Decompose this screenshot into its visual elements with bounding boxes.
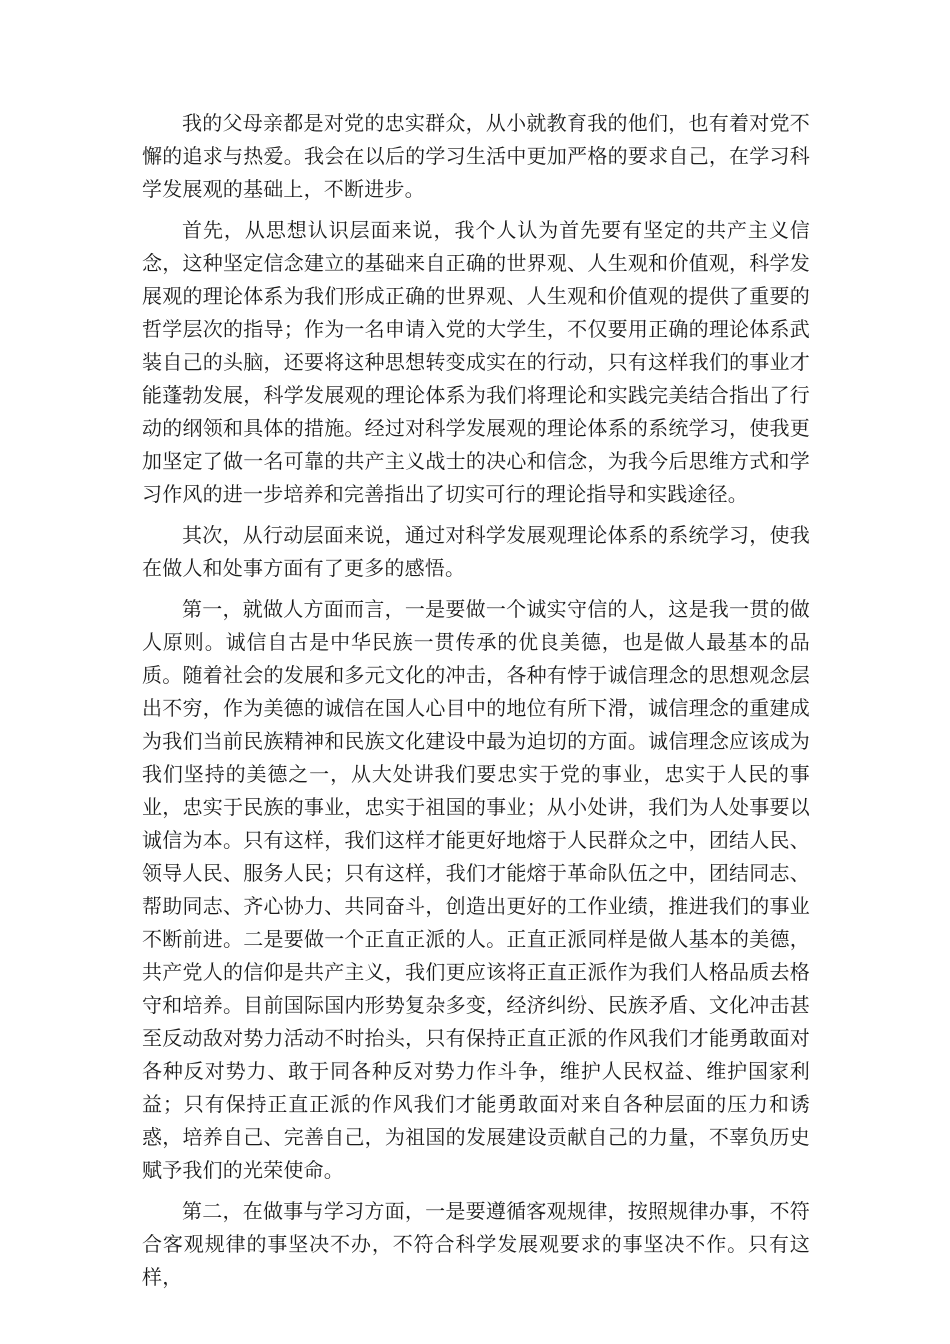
paragraph-ideological-level: 首先，从思想认识层面来说，我个人认为首先要有坚定的共产主义信念，这种坚定信念建立的基础来自正确的世界观、人生观和价值观，科学发展观的理论体系为我们形成正确的世界观、人生观和价值观的提供了重要的哲学层次的指导；作为一名申请入党的大学生，不仅要用正确的理论体系武装自己的头脑，还要将这种思想转变成实在的行动，只有这样我们的事业才能蓬勃发展，科学发展观的理论体系为我们将理论和实践完美结合指出了行动的纲领和具体的措施。经过对科学发展观的理论体系的系统学习，使我更加坚定了做一名可靠的共产主义战士的决心和信念，为我今后思维方式和学习作风的进一步培养和完善指出了切实可行的理论指导和实践途径。 — [142, 218, 810, 506]
paragraph-parents: 我的父母亲都是对党的忠实群众，从小就教育我的他们，也有着对党不懈的追求与热爱。我会在以后的学习生活中更加严格的要求自己，在学习科学发展观的基础上，不断进步。 — [142, 111, 810, 201]
paragraph-action-level: 其次，从行动层面来说，通过对科学发展观理论体系的系统学习，使我在做人和处事方面有了更多的感悟。 — [142, 523, 810, 580]
paragraph-work-and-study: 第二，在做事与学习方面，一是要遵循客观规律，按照规律办事，不符合客观规律的事坚决不办，不符合科学发展观要求的事坚决不作。只有这样， — [142, 1199, 810, 1289]
paragraph-being-a-person: 第一，就做人方面而言，一是要做一个诚实守信的人，这是我一贯的做人原则。诚信自古是中华民族一贯传承的优良美德，也是做人最基本的品质。随着社会的发展和多元文化的冲击，各种有悖于诚信理念的思想观念层出不穷，作为美德的诚信在国人心目中的地位有所下滑，诚信理念的重建成为我们当前民族精神和民族文化建设中最为迫切的方面。诚信理念应该成为我们坚持的美德之一，从大处讲我们要忠实于党的事业，忠实于人民的事业，忠实于民族的事业，忠实于祖国的事业；从小处讲，我们为人处事要以诚信为本。只有这样，我们这样才能更好地熔于人民群众之中，团结人民、领导人民、服务人民；只有这样，我们才能熔于革命队伍之中，团结同志、帮助同志、齐心协力、共同奋斗，创造出更好的工作业绩，推进我们的事业不断前进。二是要做一个正直正派的人。正直正派同样是做人基本的美德，共产党人的信仰是共产主义，我们更应该将正直正派作为我们人格品质去格守和培养。目前国际国内形势复杂多变，经济纠纷、民族矛盾、文化冲击甚至反动敌对势力活动不时抬头，只有保持正直正派的作风我们才能勇敢面对各种反对势力、敢于同各种反对势力作斗争，维护人民权益、维护国家利益；只有保持正直正派的作风我们才能勇敢面对来自各种层面的压力和诱惑，培养自己、完善自己，为祖国的发展建设贡献自己的力量，不辜负历史赋予我们的光荣使命。 — [142, 597, 810, 1182]
document-body — [142, 107, 810, 1302]
